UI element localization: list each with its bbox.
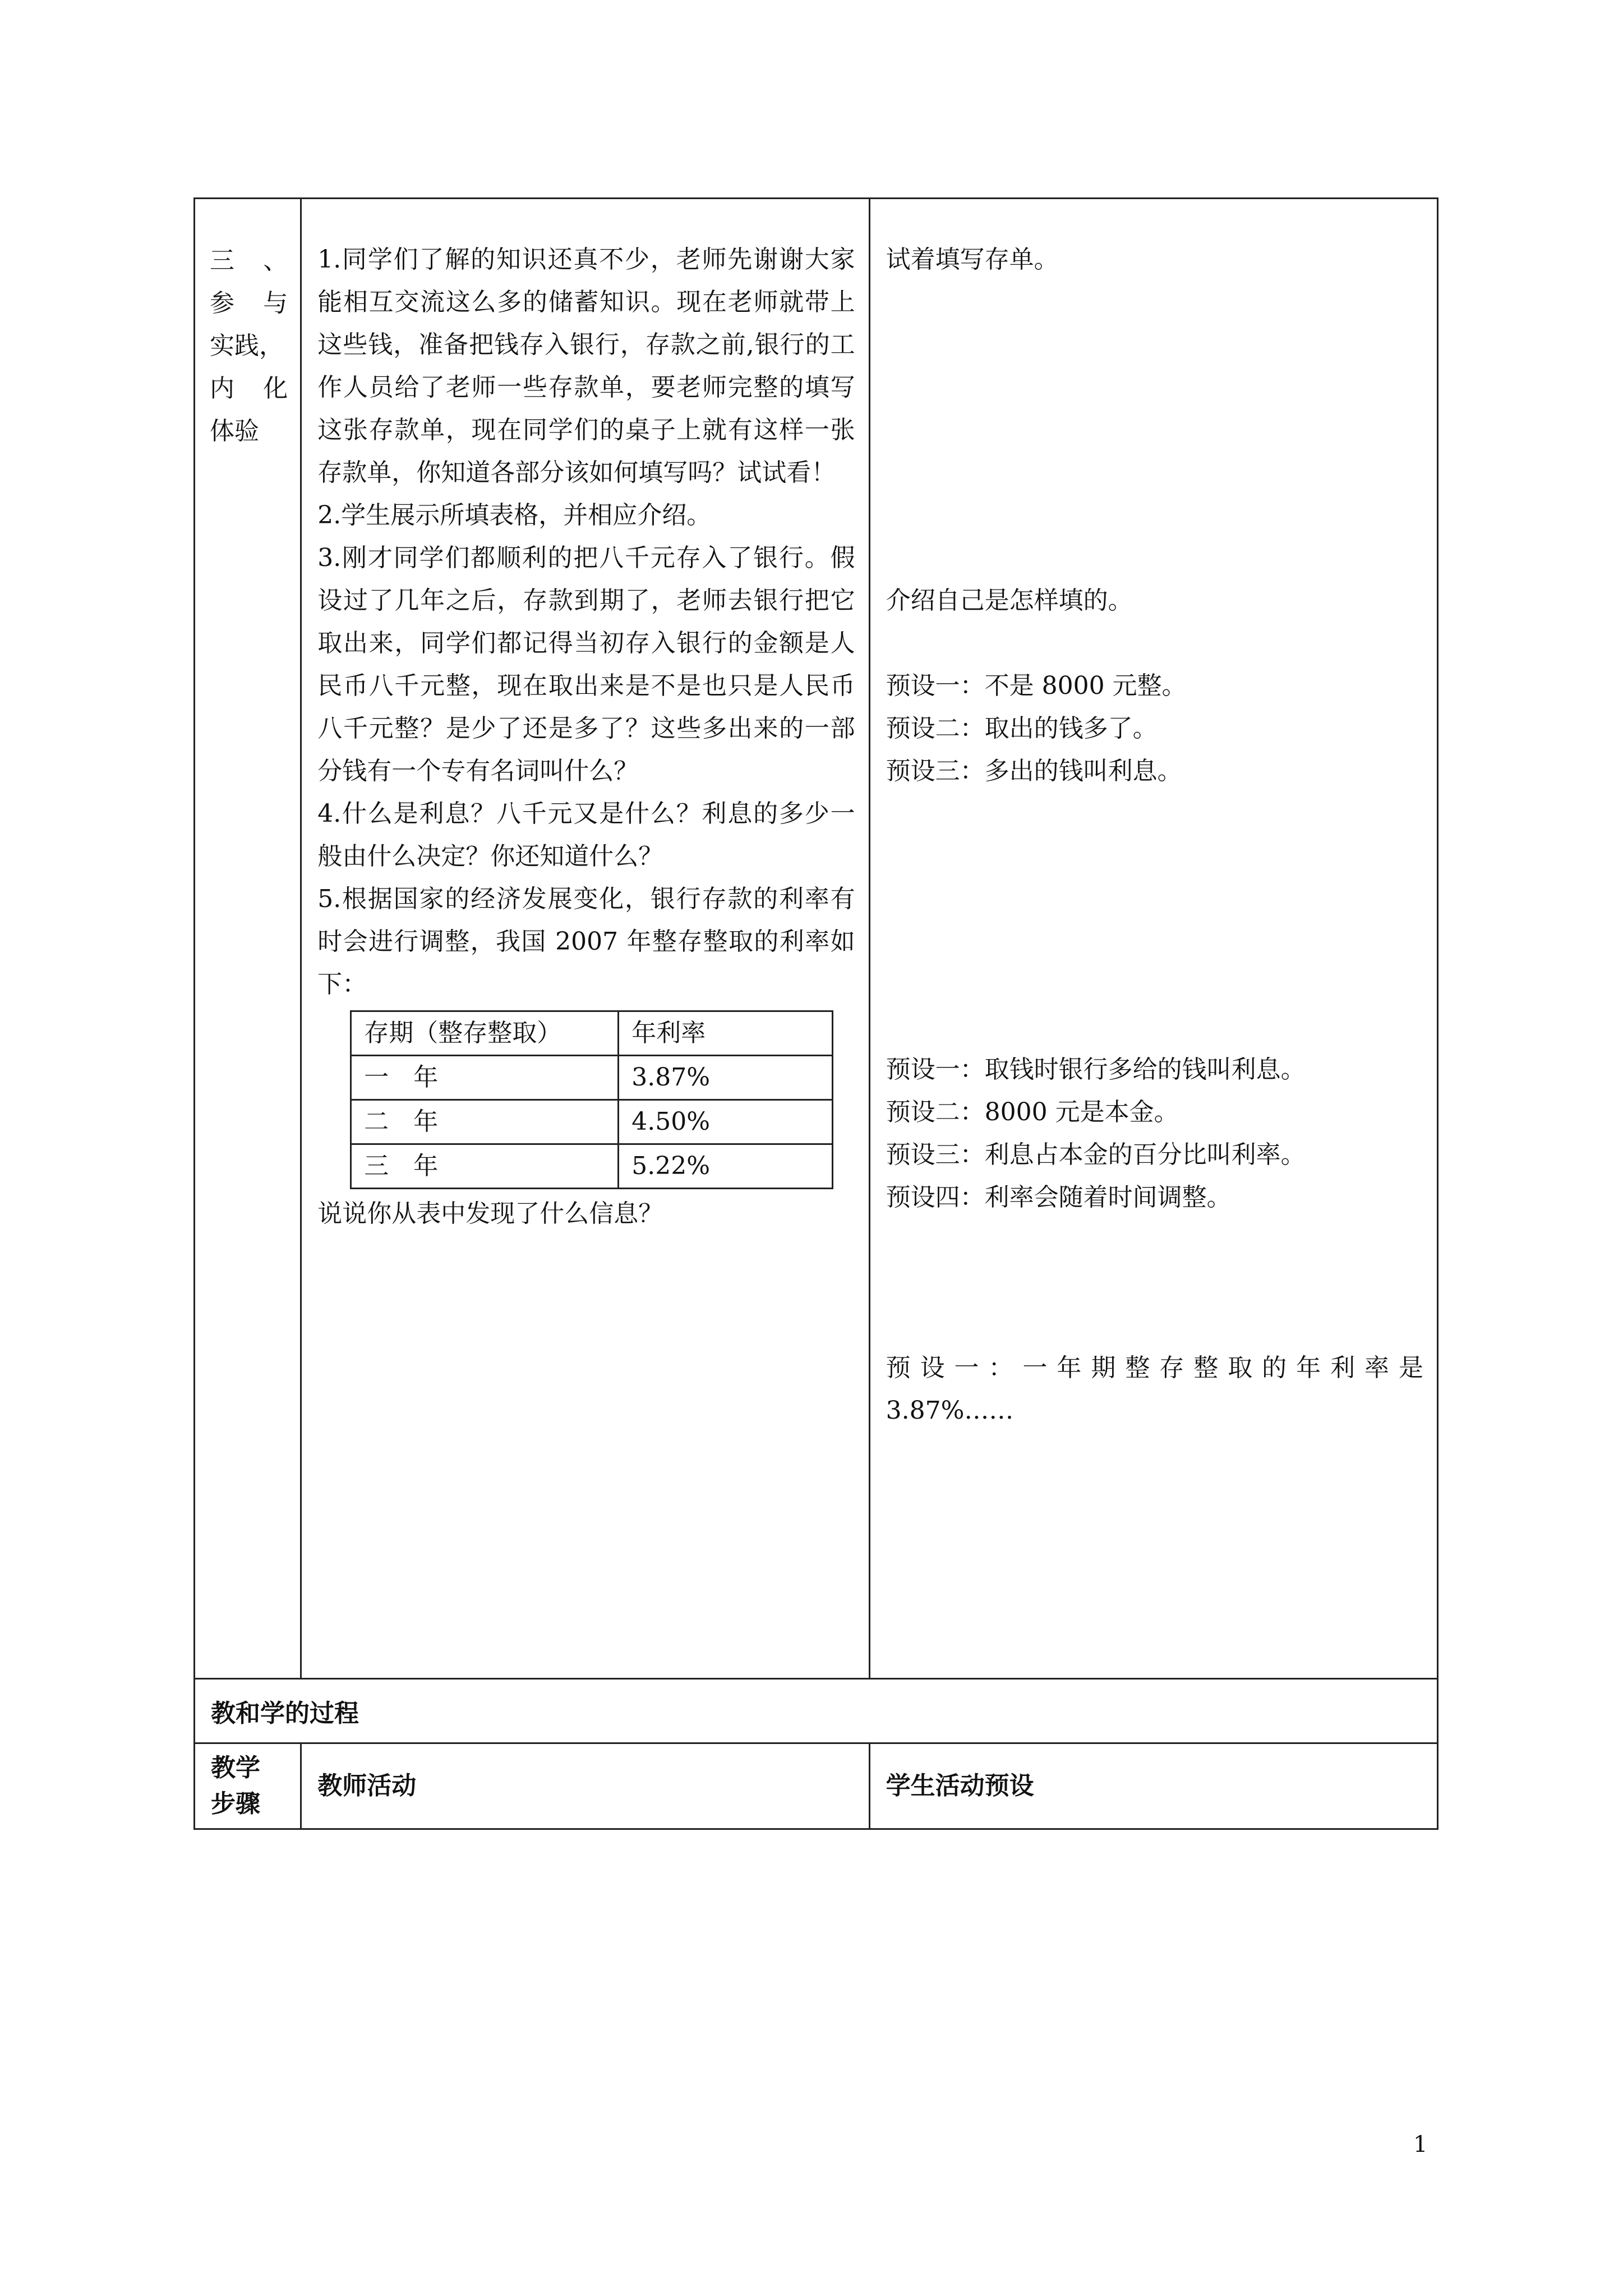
- rate-table-row: [351, 1100, 833, 1144]
- student-line-10a: 预设一：一年期整存整取的年利率是: [886, 1354, 1423, 1382]
- activity-row: [195, 199, 1438, 1679]
- student-line-8: 预设三：利息占本金的百分比叫利率。: [886, 1140, 1306, 1169]
- teacher-paragraph-6: 说说你从表中发现了什么信息？: [317, 1199, 663, 1228]
- teacher-paragraph-5: 5.根据国家的经济发展变化，银行存款的利率有时会进行调整，我国 2007 年整存整取的利率如下：: [317, 885, 855, 999]
- rate-table-header-rate: 年利率: [619, 1011, 833, 1056]
- teacher-paragraph-4: 4.什么是利息？八千元又是什么？利息的多少一般由什么决定？你还知道什么？: [317, 799, 855, 871]
- student-line-3: 预设一：不是 8000 元整。: [886, 671, 1187, 700]
- rate-value-cell: 3.87%: [619, 1056, 833, 1100]
- rate-value-cell: 4.50%: [619, 1100, 833, 1144]
- student-line-2: 介绍自己是怎样填的。: [886, 586, 1133, 615]
- rate-term-cell: 三 年: [351, 1144, 619, 1189]
- step-line-2-left: 参: [210, 289, 234, 318]
- rate-table-header-term: 存期（整存整取）: [351, 1011, 619, 1056]
- step-line-2-right: 与: [263, 289, 288, 318]
- rate-term-cell: 二 年: [351, 1100, 619, 1144]
- step-label: [195, 199, 300, 453]
- student-line-10b: 3.87%……: [886, 1396, 1014, 1425]
- step-line-4-left: 内: [210, 374, 234, 403]
- student-activity-cell: [869, 199, 1437, 1679]
- student-line-5: 预设三：多出的钱叫利息。: [886, 757, 1182, 785]
- step-line-3-left: 实践，: [210, 332, 284, 360]
- teacher-paragraph-3: 3.刚才同学们都顺利的把八千元存入了银行。假设过了几年之后，存款到期了，老师去银行把它取出来，同学们都记得当初存入银行的金额是人民币八千元整，现在取出来是不是也只是人民币八千元整？是少了还是多了？这些多出来的一部分钱有一个专有名词叫什么？: [317, 544, 855, 785]
- student-line-9: 预设四：利率会随着时间调整。: [886, 1183, 1232, 1212]
- step-line-4-right: 化: [263, 374, 288, 403]
- step-line-5-left: 体验: [210, 417, 259, 445]
- column-header-row: [195, 1743, 1438, 1829]
- header-student: 学生活动预设: [886, 1772, 1034, 1800]
- rate-term-cell: 一 年: [351, 1056, 619, 1100]
- process-row: [195, 1679, 1438, 1743]
- rate-value-cell: 5.22%: [619, 1144, 833, 1189]
- header-step-cell: [195, 1743, 301, 1829]
- step-line-1-right: 、: [263, 246, 288, 275]
- rate-table-header-row: [351, 1011, 833, 1056]
- step-line-1-left: 三: [210, 246, 234, 275]
- student-line-6: 预设一：取钱时银行多给的钱叫利息。: [886, 1055, 1306, 1084]
- student-line-7: 预设二：8000 元是本金。: [886, 1098, 1179, 1126]
- student-line-1: 试着填写存单。: [886, 245, 1059, 274]
- header-student-cell: [869, 1743, 1437, 1829]
- step-cell: [195, 199, 301, 1679]
- header-step: 教学步骤: [211, 1754, 260, 1818]
- rate-table-row: [351, 1144, 833, 1189]
- header-teacher-cell: [301, 1743, 869, 1829]
- lesson-plan-table: [193, 197, 1438, 1830]
- interest-rate-table: [350, 1010, 833, 1189]
- header-teacher: 教师活动: [317, 1772, 417, 1800]
- page-number: 1: [1413, 2132, 1428, 2157]
- process-label: 教和学的过程: [211, 1699, 359, 1728]
- teacher-activity-cell: [301, 199, 869, 1679]
- student-line-4: 预设二：取出的钱多了。: [886, 714, 1158, 743]
- teacher-paragraph-2: 2.学生展示所填表格，并相应介绍。: [317, 501, 712, 530]
- rate-table-row: [351, 1056, 833, 1100]
- process-cell: [195, 1679, 1438, 1743]
- teacher-paragraph-1: 1.同学们了解的知识还真不少，老师先谢谢大家能相互交流这么多的储蓄知识。现在老师就带上这些钱，准备把钱存入银行，存款之前,银行的工作人员给了老师一些存款单，要老师完整的填写这张存款单，现在同学们的桌子上就有这样一张存款单，你知道各部分该如何填写吗？试试看！: [317, 245, 855, 487]
